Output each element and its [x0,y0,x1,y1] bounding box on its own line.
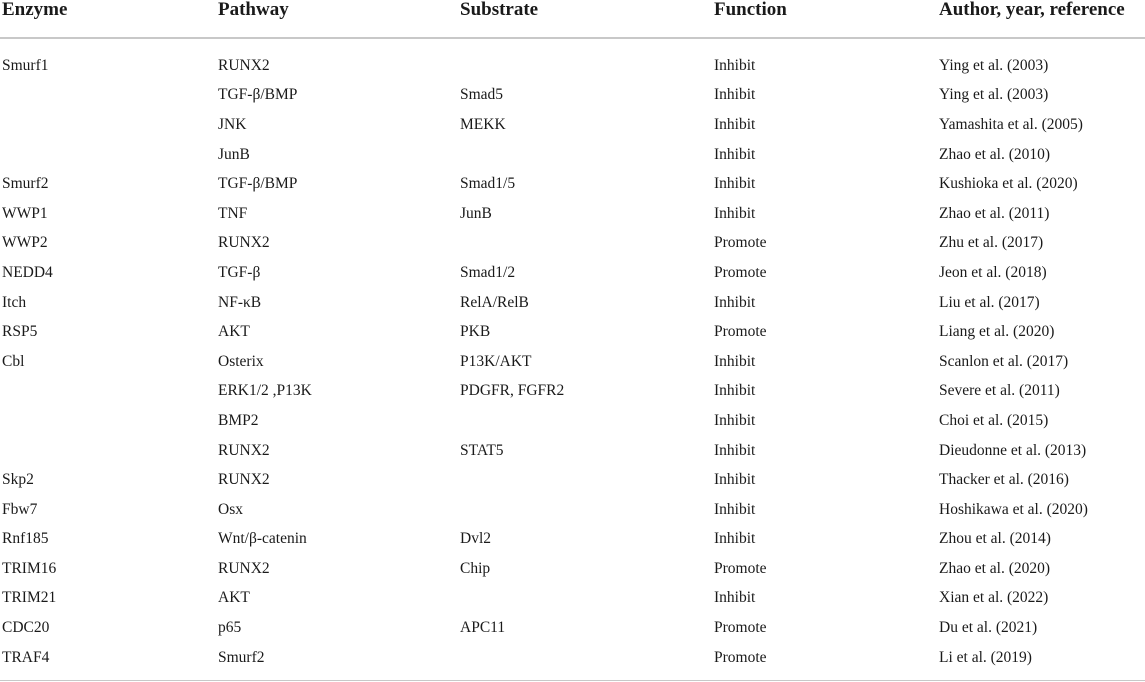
cell-function: Inhibit [714,441,756,459]
table-row [0,229,1145,259]
cell-enzyme: NEDD4 [2,263,53,281]
cell-function: Promote [714,234,767,252]
cell-function: Inhibit [714,530,756,548]
cell-function: Promote [714,559,767,577]
cell-enzyme [0,110,216,140]
table-row [0,140,1145,170]
table-row [0,584,1145,614]
cell-substrate [458,38,712,81]
table-row [0,199,1145,229]
cell-pathway: p65 [218,619,242,637]
cell-pathway: TGF-β/BMP [218,86,298,104]
cell-function: Promote [714,323,767,341]
table-row [0,377,1145,407]
table-row [0,110,1145,140]
cell-reference: Ying et al. (2003) [939,86,1049,104]
cell-reference: Ying et al. (2003) [939,56,1049,74]
cell-function: Inhibit [714,352,756,370]
cell-reference: Liu et al. (2017) [939,293,1040,311]
header-reference: Author, year, reference [937,0,1145,38]
cell-substrate: Chip [460,559,491,577]
cell-enzyme: TRAF4 [2,648,50,666]
cell-pathway: JunB [218,145,250,163]
table-row [0,317,1145,347]
cell-substrate: P13K/AKT [460,352,532,370]
table-row [0,258,1145,288]
table-row [0,465,1145,495]
cell-function: Inhibit [714,86,756,104]
cell-enzyme: RSP5 [2,323,38,341]
cell-pathway: RUNX2 [218,234,270,252]
cell-substrate: APC11 [460,619,506,637]
cell-pathway: ERK1/2 ,P13K [218,382,312,400]
table-row [0,495,1145,525]
cell-function: Inhibit [714,500,756,518]
cell-enzyme: TRIM21 [2,589,57,607]
cell-substrate: STAT5 [460,441,504,459]
cell-substrate: Smad1/2 [460,263,516,281]
cell-reference: Du et al. (2021) [939,619,1038,637]
cell-function: Inhibit [714,293,756,311]
cell-reference: Yamashita et al. (2005) [939,115,1083,133]
cell-substrate: JunB [460,204,492,222]
cell-substrate: RelA/RelB [460,293,529,311]
cell-enzyme: Rnf185 [2,530,49,548]
cell-enzyme: WWP1 [2,204,48,222]
table-row [0,554,1145,584]
cell-substrate [458,406,712,436]
cell-pathway: Smurf2 [218,648,265,666]
cell-pathway: AKT [218,589,250,607]
cell-function: Inhibit [714,115,756,133]
cell-enzyme: Fbw7 [2,500,38,518]
cell-reference: Scanlon et al. (2017) [939,352,1069,370]
cell-reference: Kushioka et al. (2020) [939,175,1078,193]
header-row [0,0,1145,38]
cell-reference: Liang et al. (2020) [939,323,1055,341]
cell-enzyme: Smurf1 [2,56,49,74]
cell-pathway: Wnt/β-catenin [218,530,307,548]
cell-enzyme: TRIM16 [2,559,57,577]
cell-pathway: Osx [218,500,243,518]
cell-substrate [458,643,712,673]
cell-function: Inhibit [714,382,756,400]
cell-pathway: AKT [218,323,250,341]
cell-reference: Zhao et al. (2020) [939,559,1051,577]
cell-substrate: PDGFR, FGFR2 [460,382,565,400]
cell-function: Inhibit [714,471,756,489]
cell-enzyme: CDC20 [2,619,50,637]
header-enzyme: Enzyme [0,0,216,38]
cell-function: Inhibit [714,175,756,193]
cell-enzyme [0,377,216,407]
cell-substrate: Smad5 [460,86,504,104]
cell-enzyme: WWP2 [2,234,48,252]
cell-reference: Xian et al. (2022) [939,589,1049,607]
cell-pathway: JNK [218,115,247,133]
table-body [0,38,1145,672]
cell-substrate [458,584,712,614]
cell-function: Promote [714,648,767,666]
cell-pathway: RUNX2 [218,471,270,489]
cell-substrate: Dvl2 [460,530,491,548]
cell-substrate [458,495,712,525]
table-row [0,288,1145,318]
cell-substrate: PKB [460,323,491,341]
table-row [0,643,1145,673]
cell-substrate [458,140,712,170]
cell-function: Inhibit [714,56,756,74]
cell-function: Inhibit [714,411,756,429]
table-row [0,613,1145,643]
cell-pathway: Osterix [218,352,264,370]
cell-substrate: Smad1/5 [460,175,516,193]
table-row [0,81,1145,111]
cell-enzyme: Itch [2,293,27,311]
cell-reference: Li et al. (2019) [939,648,1032,666]
cell-reference: Zhou et al. (2014) [939,530,1051,548]
cell-pathway: BMP2 [218,411,259,429]
cell-reference: Hoshikawa et al. (2020) [939,500,1088,518]
cell-enzyme [0,81,216,111]
cell-pathway: RUNX2 [218,56,270,74]
cell-reference: Jeon et al. (2018) [939,263,1047,281]
cell-function: Inhibit [714,204,756,222]
cell-enzyme [0,406,216,436]
cell-enzyme: Cbl [2,352,25,370]
cell-reference: Zhu et al. (2017) [939,234,1044,252]
cell-reference: Thacker et al. (2016) [939,471,1069,489]
cell-pathway: RUNX2 [218,559,270,577]
header-function: Function [712,0,937,38]
cell-reference: Zhao et al. (2011) [939,204,1050,222]
cell-function: Promote [714,619,767,637]
cell-substrate [458,465,712,495]
cell-pathway: TGF-β/BMP [218,175,298,193]
cell-substrate [458,229,712,259]
cell-enzyme: Smurf2 [2,175,49,193]
header-substrate: Substrate [458,0,712,38]
cell-function: Promote [714,263,767,281]
cell-reference: Choi et al. (2015) [939,411,1049,429]
cell-function: Inhibit [714,589,756,607]
table-row [0,406,1145,436]
cell-reference: Zhao et al. (2010) [939,145,1051,163]
table-row [0,169,1145,199]
table-row [0,525,1145,555]
cell-function: Inhibit [714,145,756,163]
cell-enzyme [0,140,216,170]
cell-enzyme [0,436,216,466]
table-row [0,38,1145,81]
cell-pathway: TGF-β [218,263,261,281]
cell-enzyme: Skp2 [2,471,34,489]
cell-pathway: TNF [218,204,248,222]
header-pathway: Pathway [216,0,458,38]
cell-reference: Severe et al. (2011) [939,382,1060,400]
cell-substrate: MEKK [460,115,506,133]
table-row [0,436,1145,466]
cell-pathway: NF-κB [218,293,262,311]
cell-pathway: RUNX2 [218,441,270,459]
table-row [0,347,1145,377]
cell-reference: Dieudonne et al. (2013) [939,441,1087,459]
table-header [0,0,1145,38]
table-bottom-rule [0,680,1145,681]
